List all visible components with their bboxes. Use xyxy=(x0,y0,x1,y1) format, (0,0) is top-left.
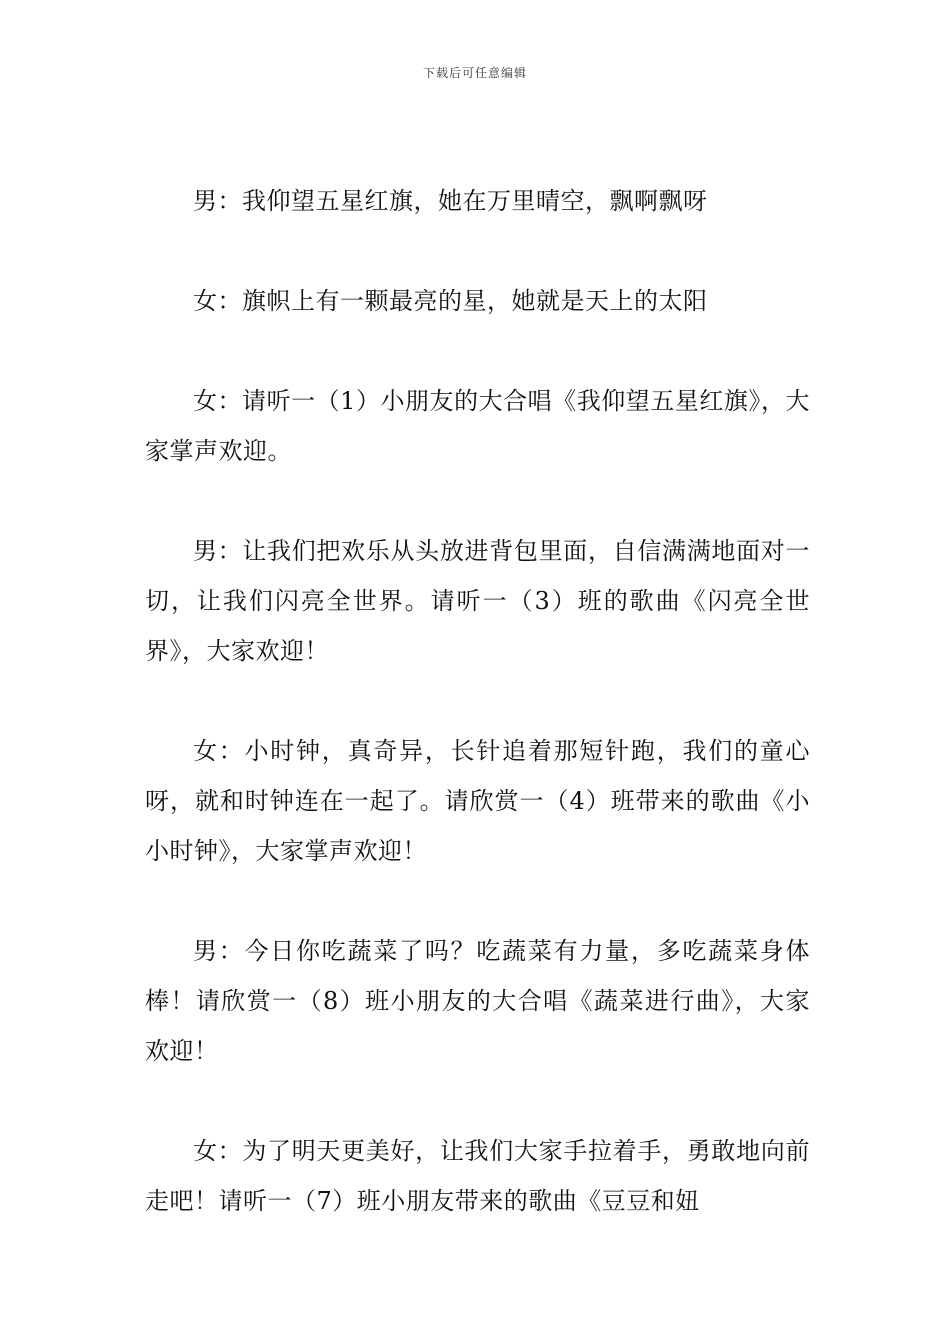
header-note: 下载后可任意编辑 xyxy=(422,66,527,80)
script-paragraph: 女：请听一（1）小朋友的大合唱《我仰望五星红旗》，大家掌声欢迎。 xyxy=(145,387,810,465)
script-paragraph: 男：今日你吃蔬菜了吗？吃蔬菜有力量，多吃蔬菜身体棒！请欣赏一（8）班小朋友的大合唱《蔬菜进行曲》，大家欢迎！ xyxy=(145,937,810,1065)
script-paragraph: 女：旗帜上有一颗最亮的星，她就是天上的太阳 xyxy=(193,287,708,315)
script-paragraph: 女：为了明天更美好，让我们大家手拉着手，勇敢地向前走吧！请听一（7）班小朋友带来的歌曲《豆豆和妞 xyxy=(145,1137,810,1215)
script-body xyxy=(145,176,810,1276)
script-paragraph: 男：让我们把欢乐从头放进背包里面，自信满满地面对一切，让我们闪亮全世界。请听一（3）班的歌曲《闪亮全世界》，大家欢迎！ xyxy=(145,537,810,665)
script-paragraph: 女：小时钟，真奇异，长针追着那短针跑，我们的童心呀，就和时钟连在一起了。请欣赏一（4）班带来的歌曲《小小时钟》，大家掌声欢迎！ xyxy=(145,737,810,865)
script-paragraph: 男：我仰望五星红旗，她在万里晴空，飘啊飘呀 xyxy=(193,187,708,215)
